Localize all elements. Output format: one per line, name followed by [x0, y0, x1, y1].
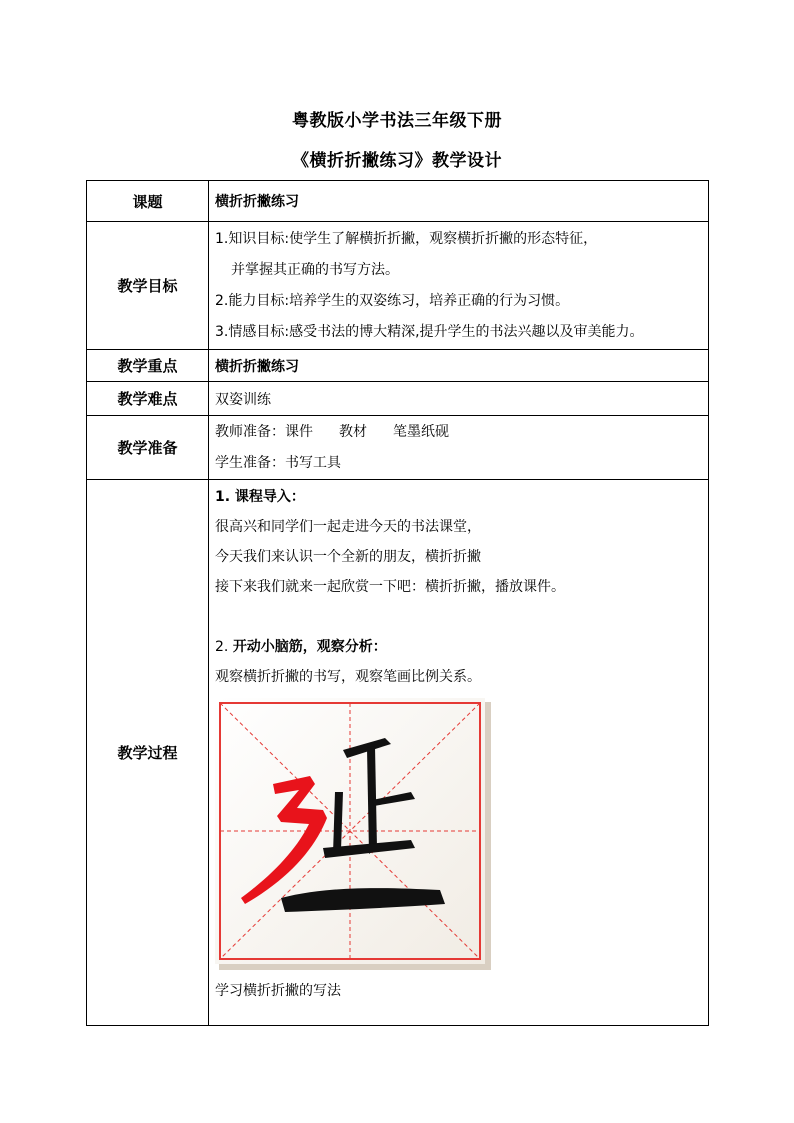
- teacher-prep-item: 教材: [339, 423, 367, 440]
- goals-content: [209, 222, 709, 350]
- calligraphy-grid-figure: [215, 698, 493, 972]
- goal-item: 1.知识目标:使学生了解横折折撇，观察横折折撇的形态特征，: [215, 230, 598, 247]
- goals-label: 教学目标: [87, 222, 209, 350]
- process-label: 教学过程: [87, 480, 209, 1026]
- topic-label: 课题: [87, 181, 209, 222]
- document-title-line1: 粤教版小学书法三年级下册: [292, 111, 502, 131]
- teacher-prep-prefix: 教师准备：: [215, 423, 285, 440]
- section2-number: 2.: [215, 639, 233, 655]
- goal-item: 2.能力目标:培养学生的双姿练习，培养正确的行为习惯。: [215, 292, 570, 309]
- teacher-preparation: [215, 417, 702, 448]
- lesson-plan-table: [86, 180, 709, 1026]
- student-preparation: 学生准备：书写工具: [215, 454, 341, 471]
- preparation-content: [209, 416, 709, 480]
- goal-item: 并掌握其正确的书写方法。: [231, 261, 399, 278]
- teacher-prep-item: 笔墨纸砚: [393, 423, 449, 440]
- figure-caption: 学习横折折撇的写法: [215, 983, 341, 999]
- topic-value: 横折折撇练习: [209, 181, 709, 222]
- process-content: [209, 480, 709, 1026]
- preparation-label: 教学准备: [87, 416, 209, 480]
- tianzige-grid: [215, 698, 493, 972]
- section2-heading: 开动小脑筋，观察分析：: [232, 639, 387, 655]
- difficulty-value: 双姿训练: [209, 382, 709, 416]
- section1-title: 1. 课程导入：: [215, 489, 305, 505]
- document-title-line2: 《横折折撇练习》教学设计: [292, 151, 502, 171]
- section2-title: [215, 632, 702, 662]
- section1-line: 很高兴和同学们一起走进今天的书法课堂，: [215, 519, 481, 535]
- section2-line: 观察横折折撇的书写，观察笔画比例关系。: [215, 669, 481, 685]
- difficulty-label: 教学难点: [87, 382, 209, 416]
- teacher-prep-item: 课件: [285, 423, 313, 440]
- section1-line: 今天我们来认识一个全新的朋友，横折折撇: [215, 549, 481, 565]
- focus-label: 教学重点: [87, 350, 209, 382]
- goal-item: 3.情感目标:感受书法的博大精深,提升学生的书法兴趣以及审美能力。: [215, 323, 644, 340]
- section1-line: 接下来我们就来一起欣赏一下吧：横折折撇，播放课件。: [215, 579, 565, 595]
- focus-value: 横折折撇练习: [209, 350, 709, 382]
